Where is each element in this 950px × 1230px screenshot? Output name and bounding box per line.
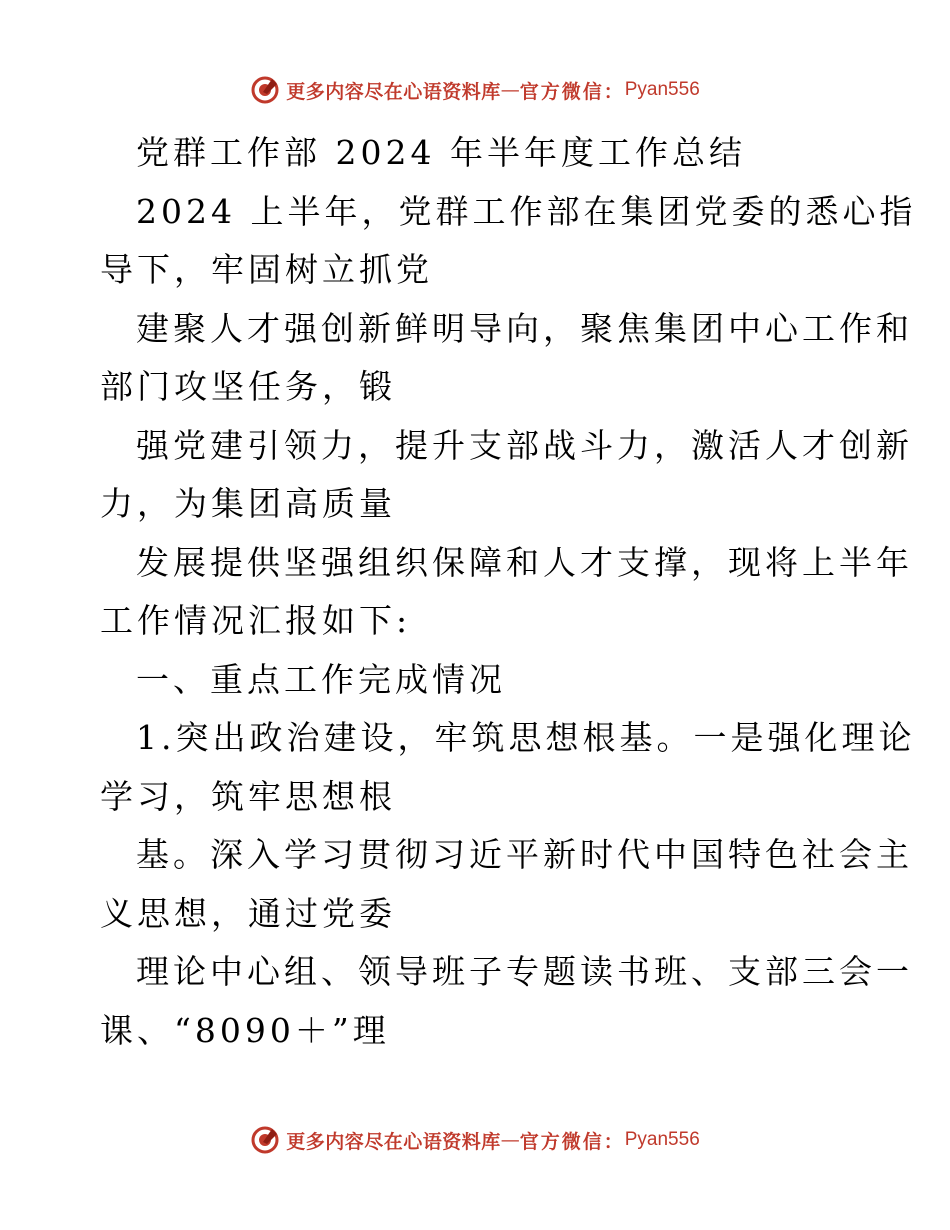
watermark-text: 更多内容尽在心语资料库 [286,80,501,103]
paragraph-line: 理论中心组、领导班子专题读书班、支部三会一 [136,952,913,991]
watermark-separator: — [500,1129,520,1151]
paragraph-line: 力，为集团高质量 [100,484,396,523]
paragraph-line: 导下，牢固树立抓党 [100,250,433,289]
header-watermark [0,70,950,110]
watermark-text: 更多内容尽在心语资料库 [286,1130,501,1153]
seal-logo-icon [250,1125,280,1155]
paragraph-line: 部门攻坚任务，锻 [100,367,396,406]
paragraph-line: 强党建引领力，提升支部战斗力，激活人才创新 [136,425,913,465]
watermark-label: 官方微信： [519,1130,625,1153]
paragraph-line: 2024 上半年，党群工作部在集团党委的悉心指 [136,191,917,231]
seal-logo-icon [250,75,280,105]
section-heading: 一、重点工作完成情况 [136,659,506,699]
paragraph-line: 课、“8090＋”理 [100,1010,390,1050]
watermark-separator: — [500,79,520,101]
watermark-wechat-id: Pyan556 [624,1129,700,1150]
paragraph-line: 基。深入学习贯彻习近平新时代中国特色社会主 [136,835,913,874]
paragraph-line: 义思想，通过党委 [100,893,396,933]
watermark-wechat-id: Pyan556 [624,79,700,100]
document-body [100,124,917,1060]
paragraph-line: 学习，筑牢思想根 [100,776,396,816]
footer-watermark [0,1120,950,1160]
paragraph-line: 发展提供坚强组织保障和人才支撑，现将上半年 [136,542,913,582]
paragraph-line: 工作情况汇报如下: [100,601,412,640]
watermark-label: 官方微信： [519,80,625,103]
document-title: 党群工作部 2024 年半年度工作总结 [136,133,746,172]
paragraph-line: 1.突出政治建设，牢筑思想根基。一是强化理论 [136,718,916,757]
paragraph-line: 建聚人才强创新鲜明导向，聚焦集团中心工作和 [136,308,913,348]
